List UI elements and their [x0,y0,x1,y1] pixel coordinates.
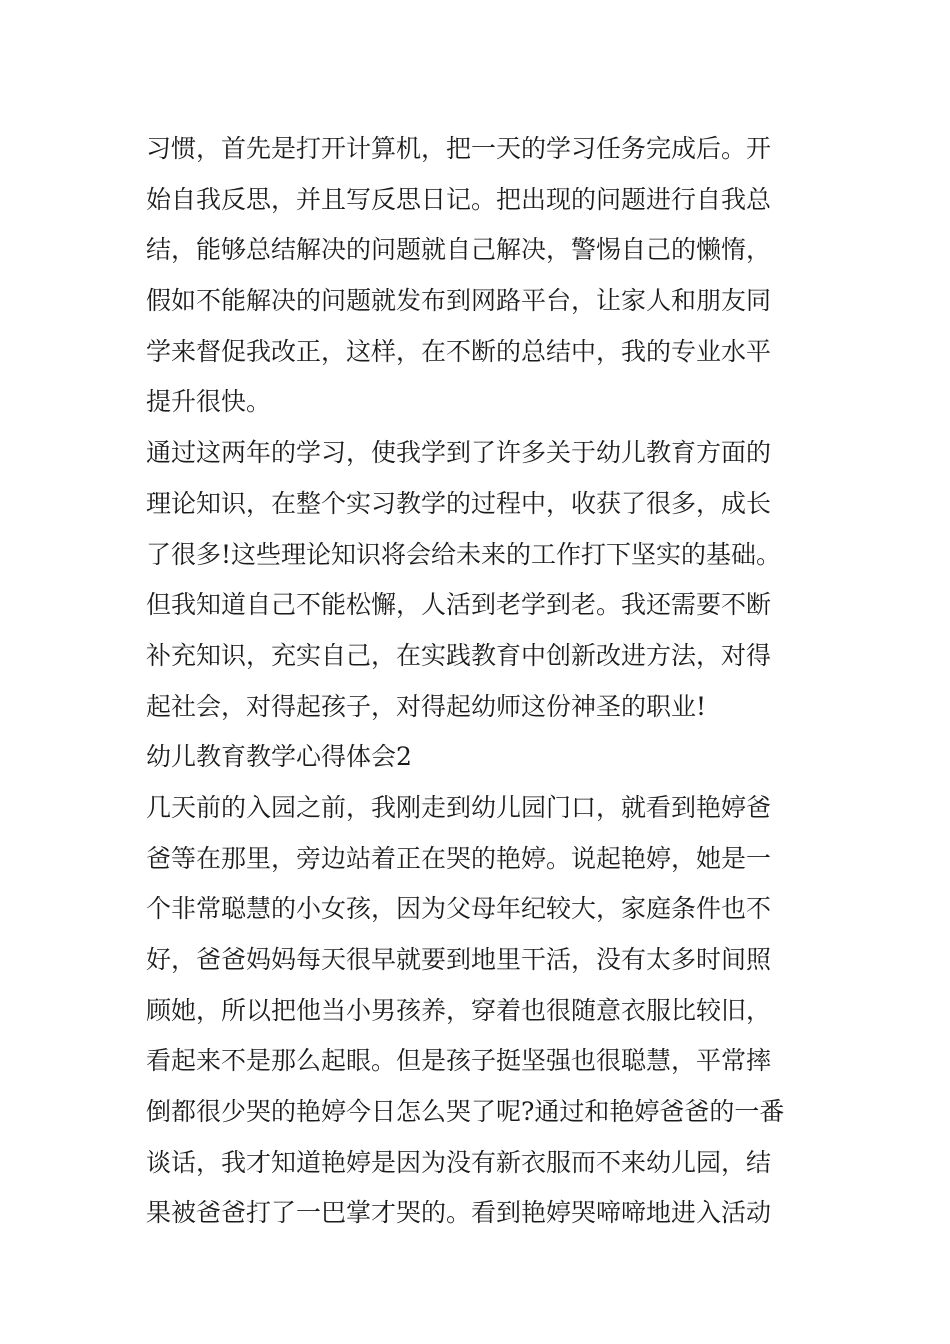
text-line: 提升很快。 [146,387,272,417]
text-line: 起社会，对得起孩子，对得起幼师这份神圣的职业! [146,691,707,721]
text-line: 好，爸爸妈妈每天很早就要到地里干活，没有太多时间照 [146,945,772,974]
text-line: 假如不能解决的问题就发布到网路平台，让家人和朋友同 [146,286,772,316]
text-line: 习惯，首先是打开计算机，把一天的学习任务完成后。开 [146,134,772,163]
text-line: 补充知识，充实自己，在实践教育中创新改进方法，对得 [146,640,772,670]
text-line: 但我知道自己不能松懈，人活到老学到老。我还需要不断 [146,590,772,620]
text-line: 顾她，所以把他当小男孩养，穿着也很随意衣服比较旧， [146,995,772,1025]
text-line: 了很多!这些理论知识将会给未来的工作打下坚实的基础。 [146,539,782,569]
text-line: 几天前的入园之前，我刚走到幼儿园门口，就看到艳婷爸 [146,792,772,822]
text-line: 个非常聪慧的小女孩，因为父母年纪较大，家庭条件也不 [146,894,772,924]
text-line: 谈话，我才知道艳婷是因为没有新衣服而不来幼儿园，结 [146,1147,772,1177]
text-line: 倒都很少哭的艳婷今日怎么哭了呢?通过和艳婷爸爸的一番 [146,1097,785,1127]
text-line: 始自我反思，并且写反思日记。把出现的问题进行自我总 [146,184,772,214]
text-line: 果被爸爸打了一巴掌才哭的。看到艳婷哭啼啼地进入活动 [146,1198,772,1228]
text-line: 看起来不是那么起眼。但是孩子挺坚强也很聪慧，平常摔 [146,1046,772,1076]
text-line: 通过这两年的学习，使我学到了许多关于幼儿教育方面的 [146,438,772,468]
text-line: 爸等在那里，旁边站着正在哭的艳婷。说起艳婷，她是一 [146,843,772,873]
text-line: 理论知识，在整个实习教学的过程中，收获了很多，成长 [146,488,772,518]
text-line: 结，能够总结解决的问题就自己解决，警惕自己的懒惰， [146,235,772,265]
section-heading: 幼儿教育教学心得体会2 [146,742,412,772]
text-line: 学来督促我改正，这样，在不断的总结中，我的专业水平 [146,336,772,366]
document-body [146,124,816,1239]
